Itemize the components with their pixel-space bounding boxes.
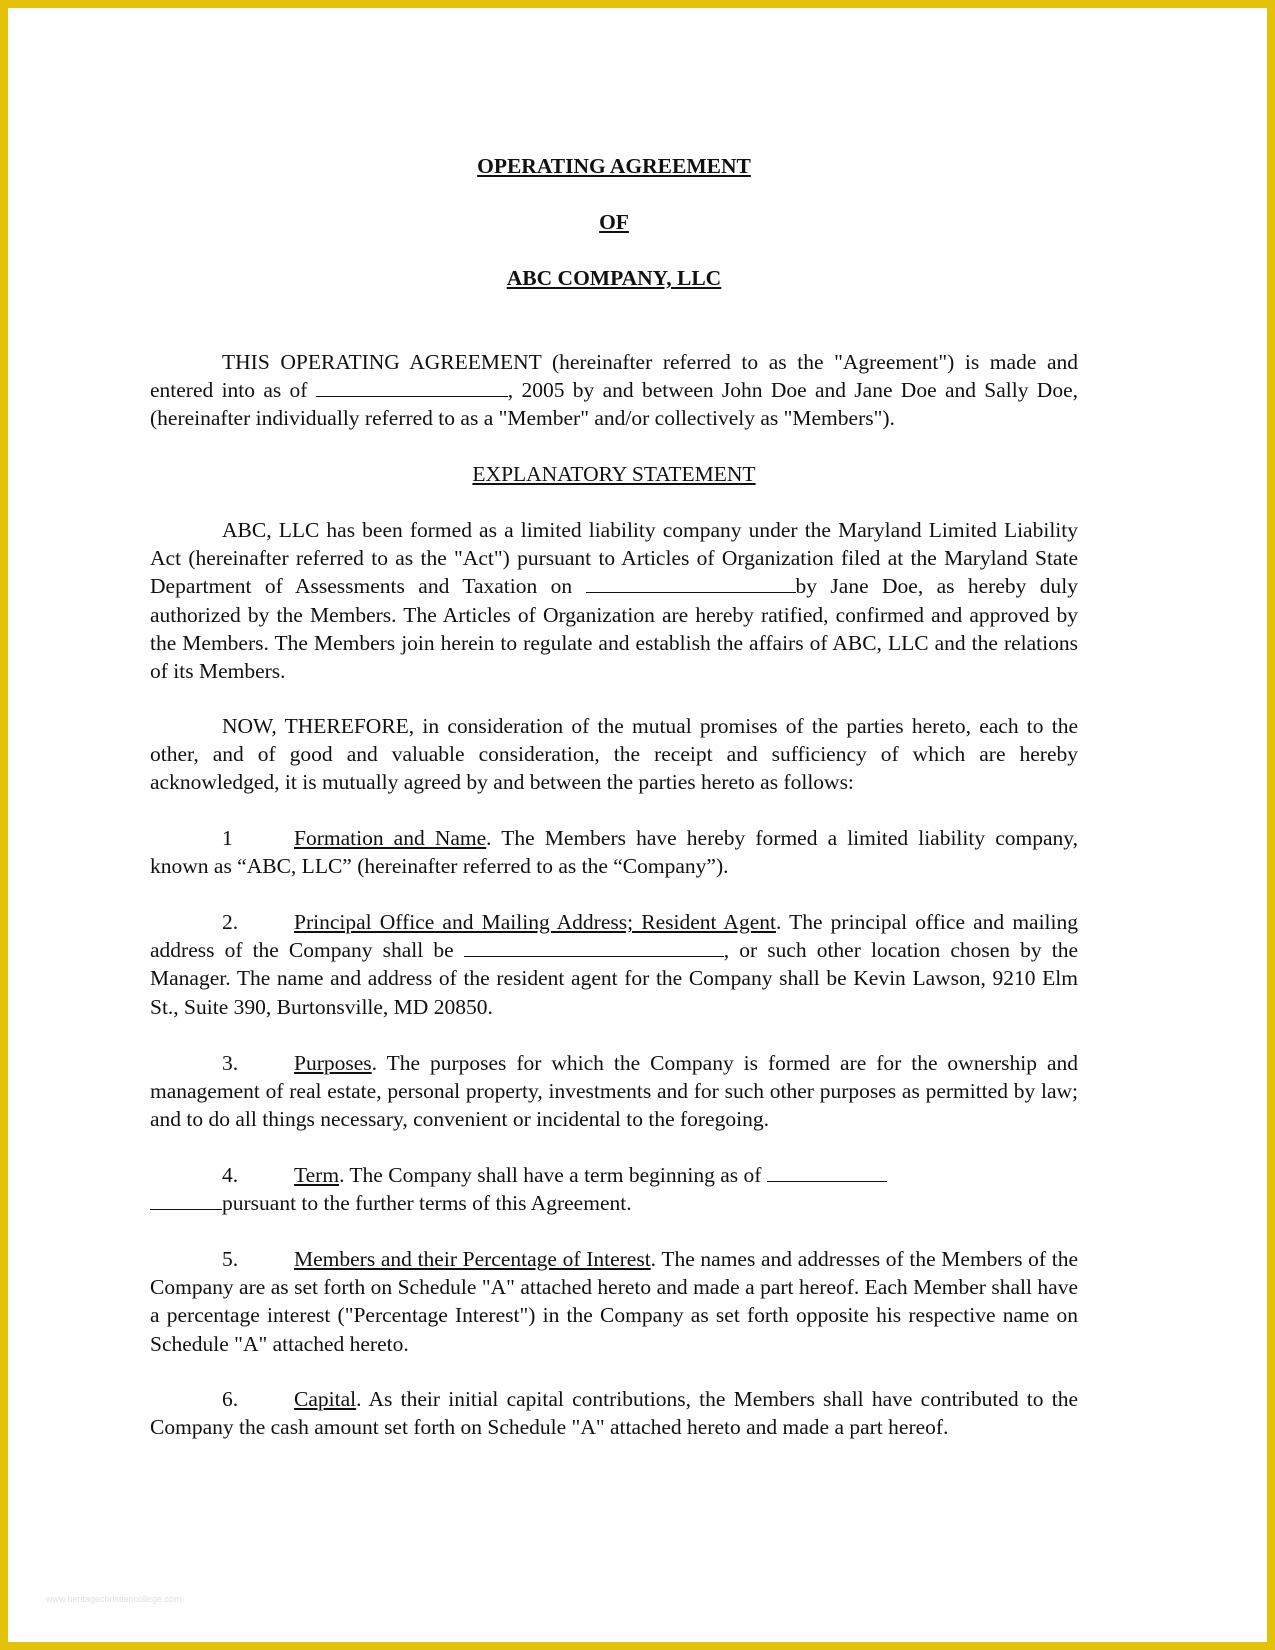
section-number: 1 — [222, 826, 233, 850]
address-blank — [464, 937, 724, 957]
section-number: 2. — [222, 910, 239, 934]
section-number: 5. — [222, 1247, 239, 1271]
section-number: 3. — [222, 1051, 239, 1075]
section-heading: Formation and Name — [294, 826, 487, 850]
document-page — [8, 8, 1267, 1642]
section-heading: Principal Office and Mailing Address; Resident Agent — [294, 910, 776, 934]
intro-paragraph: THIS OPERATING AGREEMENT (hereinafter referred to as the "Agreement") is made and entered into as of , 2005 by and between John Doe and Jane Doe and Sally Doe, (hereinafter individually referred to as a "Member" and/or collectively as "Members"). — [150, 350, 1078, 431]
term-blank — [767, 1162, 887, 1182]
section-4: 4. Term. The Company shall have a term beginning as of pursuant to the further terms of this Agreement. — [150, 1161, 1078, 1217]
section-heading: Members and their Percentage of Interest — [294, 1247, 651, 1271]
section-3: 3. Purposes. The purposes for which the Company is formed are for the ownership and management of real estate, personal property, investments and for such other purposes as permitted by law; and to do all things necessary, convenient or incidental to the foregoing. — [150, 1051, 1078, 1132]
now-therefore-paragraph: NOW, THEREFORE, in consideration of the mutual promises of the parties hereto, each to the other, and of good and valuable consideration, the receipt and sufficiency of which are hereby acknowledged, it is mutually agreed by and between the parties hereto as follows: — [150, 714, 1078, 795]
document-title-line-2: OF — [599, 210, 629, 234]
section-heading: Term — [294, 1163, 340, 1187]
section-1: 1 Formation and Name. The Members have hereby formed a limited liability company, known as “ABC, LLC” (hereinafter referred to as the “Company”). — [150, 826, 1078, 879]
term-blank-continued — [150, 1190, 222, 1210]
section-number: 4. — [222, 1163, 239, 1187]
section-2: 2. Principal Office and Mailing Address; Resident Agent. The principal office and mailing address of the Company shall be , or such other location chosen by the Manager. The name and address of the resident agent for the Company shall be Kevin Lawson, 9210 Elm St., Suite 390, Burtonsville, MD 20850. — [150, 910, 1079, 1019]
watermark: www.heritagechristiancollege.com — [46, 1594, 182, 1604]
section-heading: Purposes — [294, 1051, 372, 1075]
section-6: 6. Capital. As their initial capital contributions, the Members shall have contributed to the Company the cash amount set forth on Schedule "A" attached hereto and made a part hereof. — [150, 1387, 1078, 1440]
explanatory-heading: EXPLANATORY STATEMENT — [472, 462, 756, 486]
explanatory-paragraph: ABC, LLC has been formed as a limited liability company under the Maryland Limited Liability Act (hereinafter referred to as the "Act") pursuant to Articles of Organization filed at the Maryland State Department of Assessments and Taxation on by Jane Doe, as hereby duly authorized by the Members. The Articles of Organization are hereby ratified, confirmed and approved by the Members. The Members join herein to regulate and establish the affairs of ABC, LLC and the relations of its Members. — [150, 518, 1078, 684]
document-title-line-1: OPERATING AGREEMENT — [477, 154, 751, 178]
section-heading: Capital — [294, 1387, 357, 1411]
section-number: 6. — [222, 1387, 239, 1411]
document-title-line-3: ABC COMPANY, LLC — [506, 266, 722, 290]
section-5: 5. Members and their Percentage of Interest. The names and addresses of the Members of the Company are as set forth on Schedule "A" attached hereto and made a part hereof. Each Member shall have a percentage interest ("Percentage Interest") in the Company as set forth opposite his respective name on Schedule "A" attached hereto. — [150, 1247, 1079, 1356]
date-blank — [316, 377, 508, 397]
filing-date-blank — [586, 573, 796, 593]
